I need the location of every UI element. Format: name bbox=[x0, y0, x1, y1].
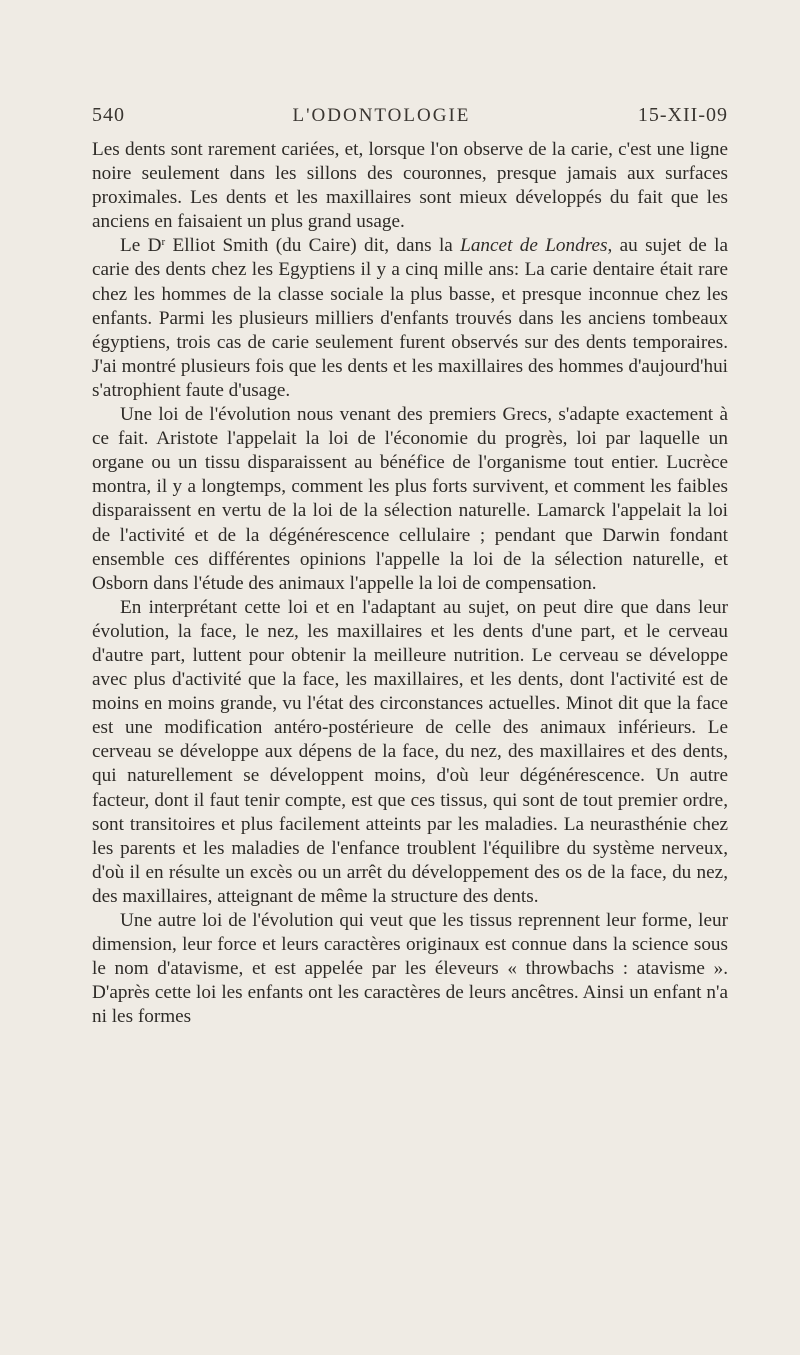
paragraph-2-text-b: , au sujet de la carie des dents chez les Egyptiens il y a cinq mille ans: La carie dentaire était rare chez les hommes de la classe sociale la plus basse, et presque inconnue chez les enfants. Parmi les plusieurs milliers d'enfants trouvés dans les anciens tombeaux égyptiens, trois cas de carie seulement furent observés sur des dents temporaires. J'ai montré plusieurs fois que les dents et les maxillaires des hommes d'aujourd'hui s'atrophient faute d'usage. bbox=[92, 235, 729, 401]
paragraph-2-text-a: Elliot Smith (du Caire) dit, dans la bbox=[165, 235, 461, 257]
journal-name-lancet: Lancet de Londres bbox=[460, 235, 608, 257]
paragraph-2-prefix: Le D bbox=[120, 235, 162, 257]
body-text bbox=[92, 138, 728, 1029]
paragraph-1: Les dents sont rarement cariées, et, lorsque l'on observe de la carie, c'est une ligne noire seulement dans les sillons des couronnes, presque jamais aux surfaces proximales. Les dents et les maxillaires sont mieux développés du fait que les anciens en faisaient un plus grand usage. bbox=[92, 139, 728, 233]
paragraph-4: En interprétant cette loi et en l'adaptant au sujet, on peut dire que dans leur évolution, la face, le nez, les maxillaires et les dents d'une part, et le cerveau d'autre part, luttent pour obtenir la meilleure nutrition. Le cerveau se développe avec plus d'activité que la face, les maxillaires, et les dents, dont l'activité est de moins en moins grande, vu l'état des circonstances actuelles. Minot dit que la face est une modification antéro-postérieure de celle des animaux inférieurs. Le cerveau se développe aux dépens de la face, du nez, des maxillaires et des dents, qui naturellement se développent moins, d'où leur dégénérescence. Un autre facteur, dont il faut tenir compte, est que ces tissus, qui sont de tout premier ordre, sont transitoires et plus facilement atteints par les maladies. La neurasthénie chez les parents et les maladies de l'enfance troublent l'équilibre du système nerveux, d'où il en résulte un excès ou un arrêt du développement des os de la face, du nez, des maxillaires, atteignant de même la structure des dents. bbox=[92, 596, 728, 907]
paragraph-5: Une autre loi de l'évolution qui veut que les tissus reprennent leur forme, leur dimension, leur force et leurs caractères originaux est connue dans la science sous le nom d'atavisme, et est appelée par les éleveurs « throwbachs : atavisme ». D'après cette loi les enfants ont les caractères de leurs ancêtres. Ainsi un enfant n'a ni les formes bbox=[92, 910, 728, 1028]
paragraph-3: Une loi de l'évolution nous venant des premiers Grecs, s'adapte exactement à ce fait. Aristote l'appelait la loi de l'économie du progrès, loi par laquelle un organe ou un tissu disparaissent au bénéfice de l'organisme tout entier. Lucrèce montra, il y a longtemps, comment les plus forts survivent, et comment les faibles disparaissent en vertu de la loi de la sélection naturelle. Lamarck l'appelait la loi de l'activité et de la dégénérescence cellulaire ; pendant que Darwin fondant ensemble ces différentes opinions l'appelle la loi de la sélection naturelle, et Osborn dans l'étude des animaux l'appelle la loi de compensation. bbox=[92, 404, 728, 594]
page-number: 540 bbox=[92, 104, 125, 126]
running-header bbox=[92, 104, 728, 138]
issue-date: 15-XII-09 bbox=[637, 104, 728, 126]
paragraph-2-superscript: r bbox=[161, 236, 166, 249]
paragraph-2 bbox=[92, 234, 728, 403]
document-page bbox=[92, 104, 728, 1029]
journal-title: L'ODONTOLOGIE bbox=[292, 105, 471, 126]
